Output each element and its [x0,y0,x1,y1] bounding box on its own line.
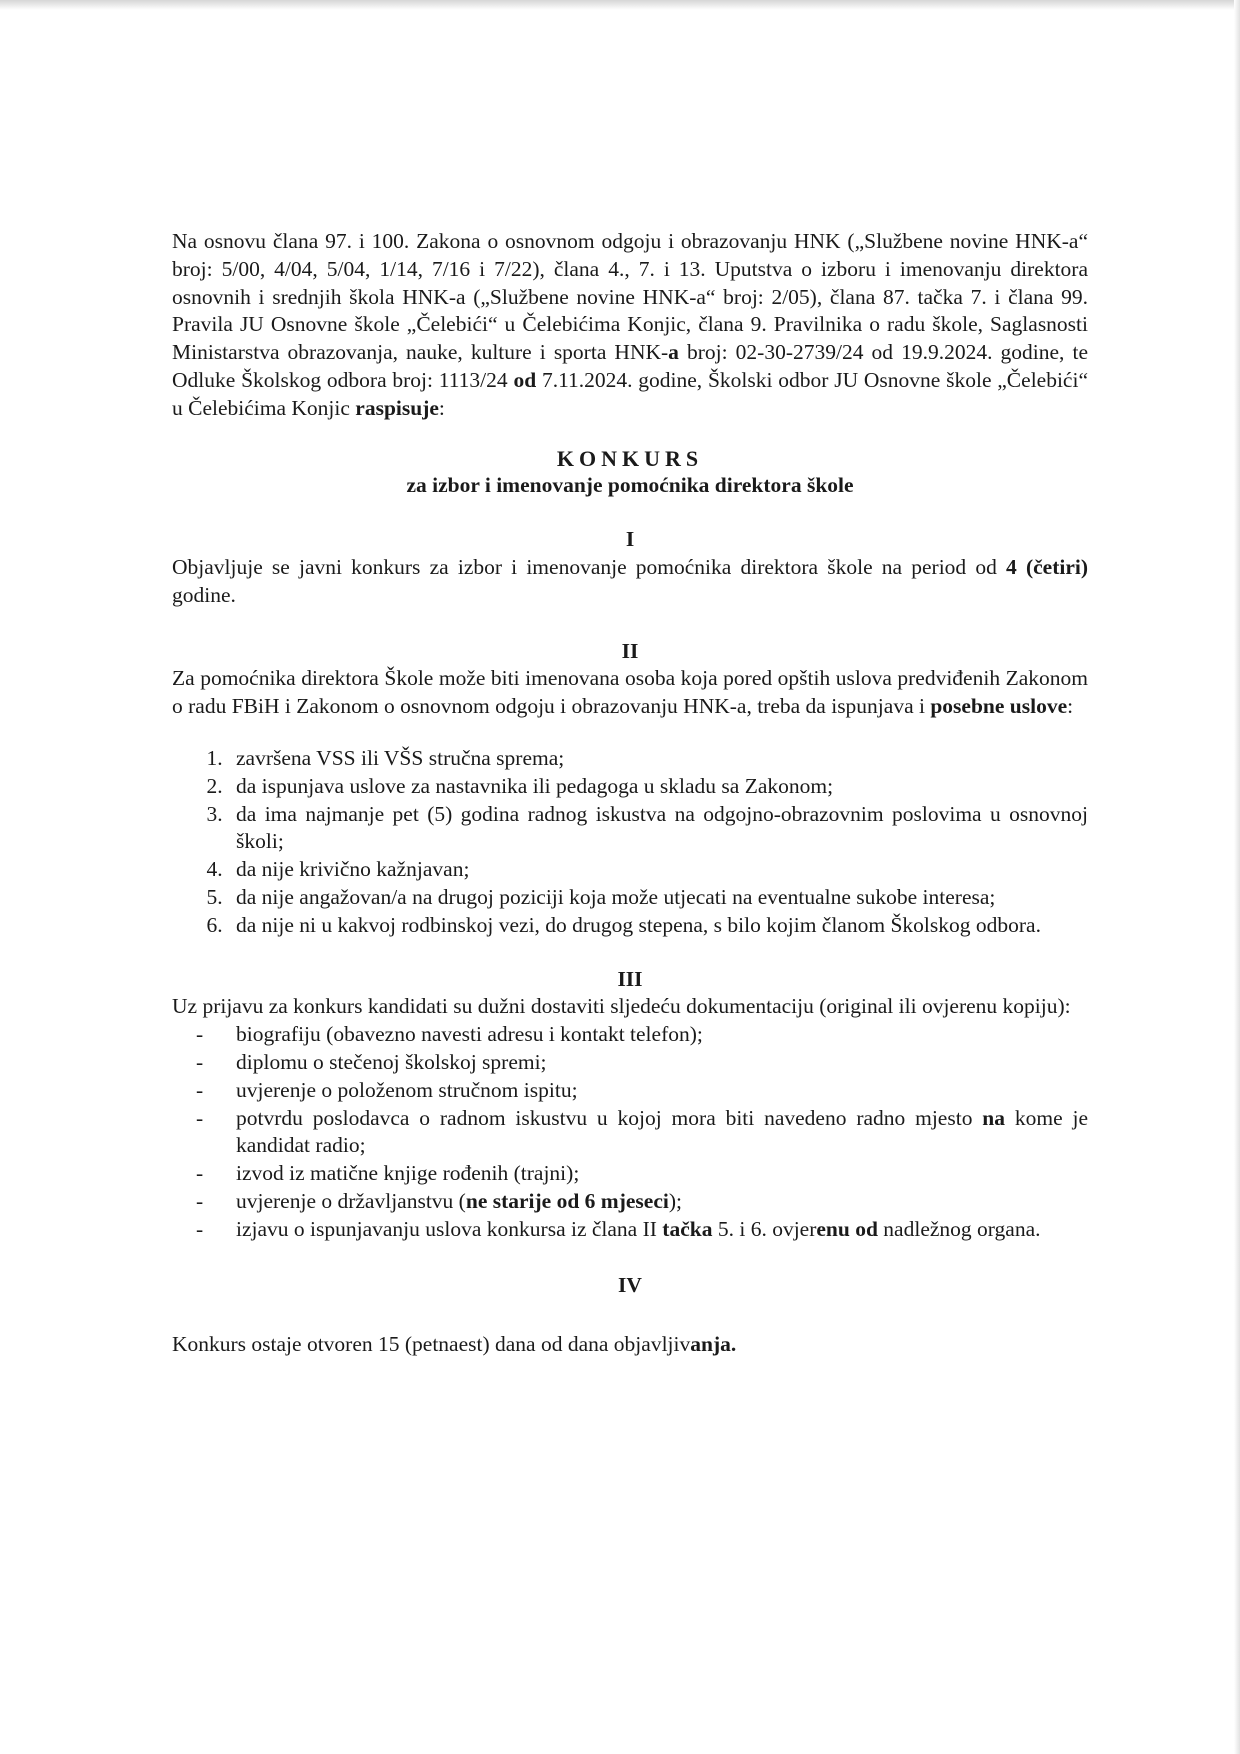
section-2-bold-1: posebne uslove [930,694,1068,719]
document-item-text: izjavu o ispunjavanju uslova konkursa iz člana II [236,1216,663,1241]
document-item: - biografiju (obavezno navesti adresu i kontakt telefon); [228,1021,1088,1049]
document-item [228,1188,1088,1216]
document-item-rest: ); [668,1188,682,1213]
document-title: KONKURS [556,445,704,471]
preamble-bold-1: a [668,340,679,365]
document-item-bold: ne starije od 6 mjeseci [465,1188,669,1213]
preamble-bold-2: od [513,367,537,392]
condition-item: 5. da nije angažovan/a na drugoj poziciji koja može utjecati na eventualne sukobe interesa; [228,884,1088,912]
section-4-bold-1: anja. [690,1332,737,1357]
document-item-mid: 5. i 6. ovjer [712,1216,817,1241]
preamble-text-1: Na osnovu člana 97. i 100. Zakona o osnovnom odgoju i obrazovanju HNK („Službene novine HNK-a“ broj: 5/00, 4/04, 5/04, 1/14, 7/16 i 7/22), člana 4., 7. i 13. Uputstva o izboru i imenovanju direktora osnovnih i srednjih škola HNK-a („Službene novine HNK-a“ broj: 2/05), člana 87. tačka 7. i člana 99. Pravila JU Osnovne škole „Čelebići“ u Čelebićima Konjic, člana 9. Pravilnika o radu škole, Saglasnosti Ministarstva obrazovanja, nauke, kulture i sporta HNK- [172,229,1088,365]
scan-edge-right [1234,0,1240,1754]
section-1-paragraph [172,554,1088,610]
scan-edge-top [0,0,1240,10]
document-item-rest: nadležnog organa. [877,1216,1041,1241]
condition-item: 2. da ispunjava uslove za nastavnika ili pedagoga u skladu sa Zakonom; [228,773,1088,801]
document-item: - uvjerenje o položenom stručnom ispitu; [228,1077,1088,1105]
document-item: - izvod iz matične knjige rođenih (trajni); [228,1160,1088,1188]
condition-item: 3. da ima najmanje pet (5) godina radnog iskustva na odgojno-obrazovnim poslovima u osnovnoj školi; [228,801,1088,857]
document-item-bold: tačka [662,1216,713,1241]
section-2-text-2: : [1067,694,1074,719]
section-2-heading: II [621,638,639,663]
document-item-rest: kome je kandidat radio; [236,1105,1088,1158]
condition-item: 6. da nije ni u kakvoj rodbinskoj vezi, do drugog stepena, s bilo kojim članom Školskog odbora. [228,912,1088,940]
section-4-heading: IV [618,1272,642,1297]
preamble-text-4: : [438,395,445,420]
document-subtitle: za izbor i imenovanje pomoćnika direktora škole [406,473,854,498]
document-item [228,1105,1088,1161]
document-item-bold: na [982,1105,1006,1130]
preamble-text-3: 7.11.2024. godine, Školski odbor JU Osnovne škole „Čelebići“ u Čelebićima Konjic [172,367,1088,420]
preamble-paragraph [172,228,1088,423]
conditions-list [172,745,1088,940]
document-item [228,1216,1088,1244]
section-3-heading: III [617,966,643,991]
section-4-paragraph [172,1331,1088,1359]
preamble-text-2: broj: 02-30-2739/24 od 19.9.2024. godine, te Odluke Školskog odbora broj: 1113/24 [172,340,1088,392]
section-4-text-1: Konkurs ostaje otvoren 15 (petnaest) dana od dana objavljiv [172,1332,691,1357]
section-1-bold-1: 4 (četiri) [1006,554,1089,579]
section-1-text-1: Objavljuje se javni konkurs za izbor i imenovanje pomoćnika direktora škole na period od [172,554,1007,579]
preamble-bold-3: raspisuje [355,395,439,420]
section-1-text-2: godine. [172,582,236,607]
documents-list [172,1021,1088,1243]
section-2-paragraph [172,665,1088,721]
document-page [172,228,1088,1359]
document-item-text: uvjerenje o državljanstvu ( [236,1188,466,1213]
section-2-text-1: Za pomoćnika direktora Škole može biti imenovana osoba koja pored opštih uslova predviđenih Zakonom o radu FBiH i Zakonom o osnovnom odgoju i obrazovanju HNK-a, treba da ispunjava i [172,666,1088,719]
document-item-text: potvrdu poslodavca o radnom iskustvu u kojoj mora biti navedeno radno mjesto [236,1105,983,1130]
condition-item: 1. završena VSS ili VŠS stručna sprema; [228,745,1088,773]
document-item-bold: enu od [816,1216,878,1241]
section-3-intro: Uz prijavu za konkurs kandidati su dužni dostaviti sljedeću dokumentaciju (original ili ovjerenu kopiju): [172,994,1071,1019]
document-item: - diplomu o stečenoj školskoj spremi; [228,1049,1088,1077]
condition-item: 4. da nije krivično kažnjavan; [228,856,1088,884]
section-1-heading: I [625,527,635,552]
